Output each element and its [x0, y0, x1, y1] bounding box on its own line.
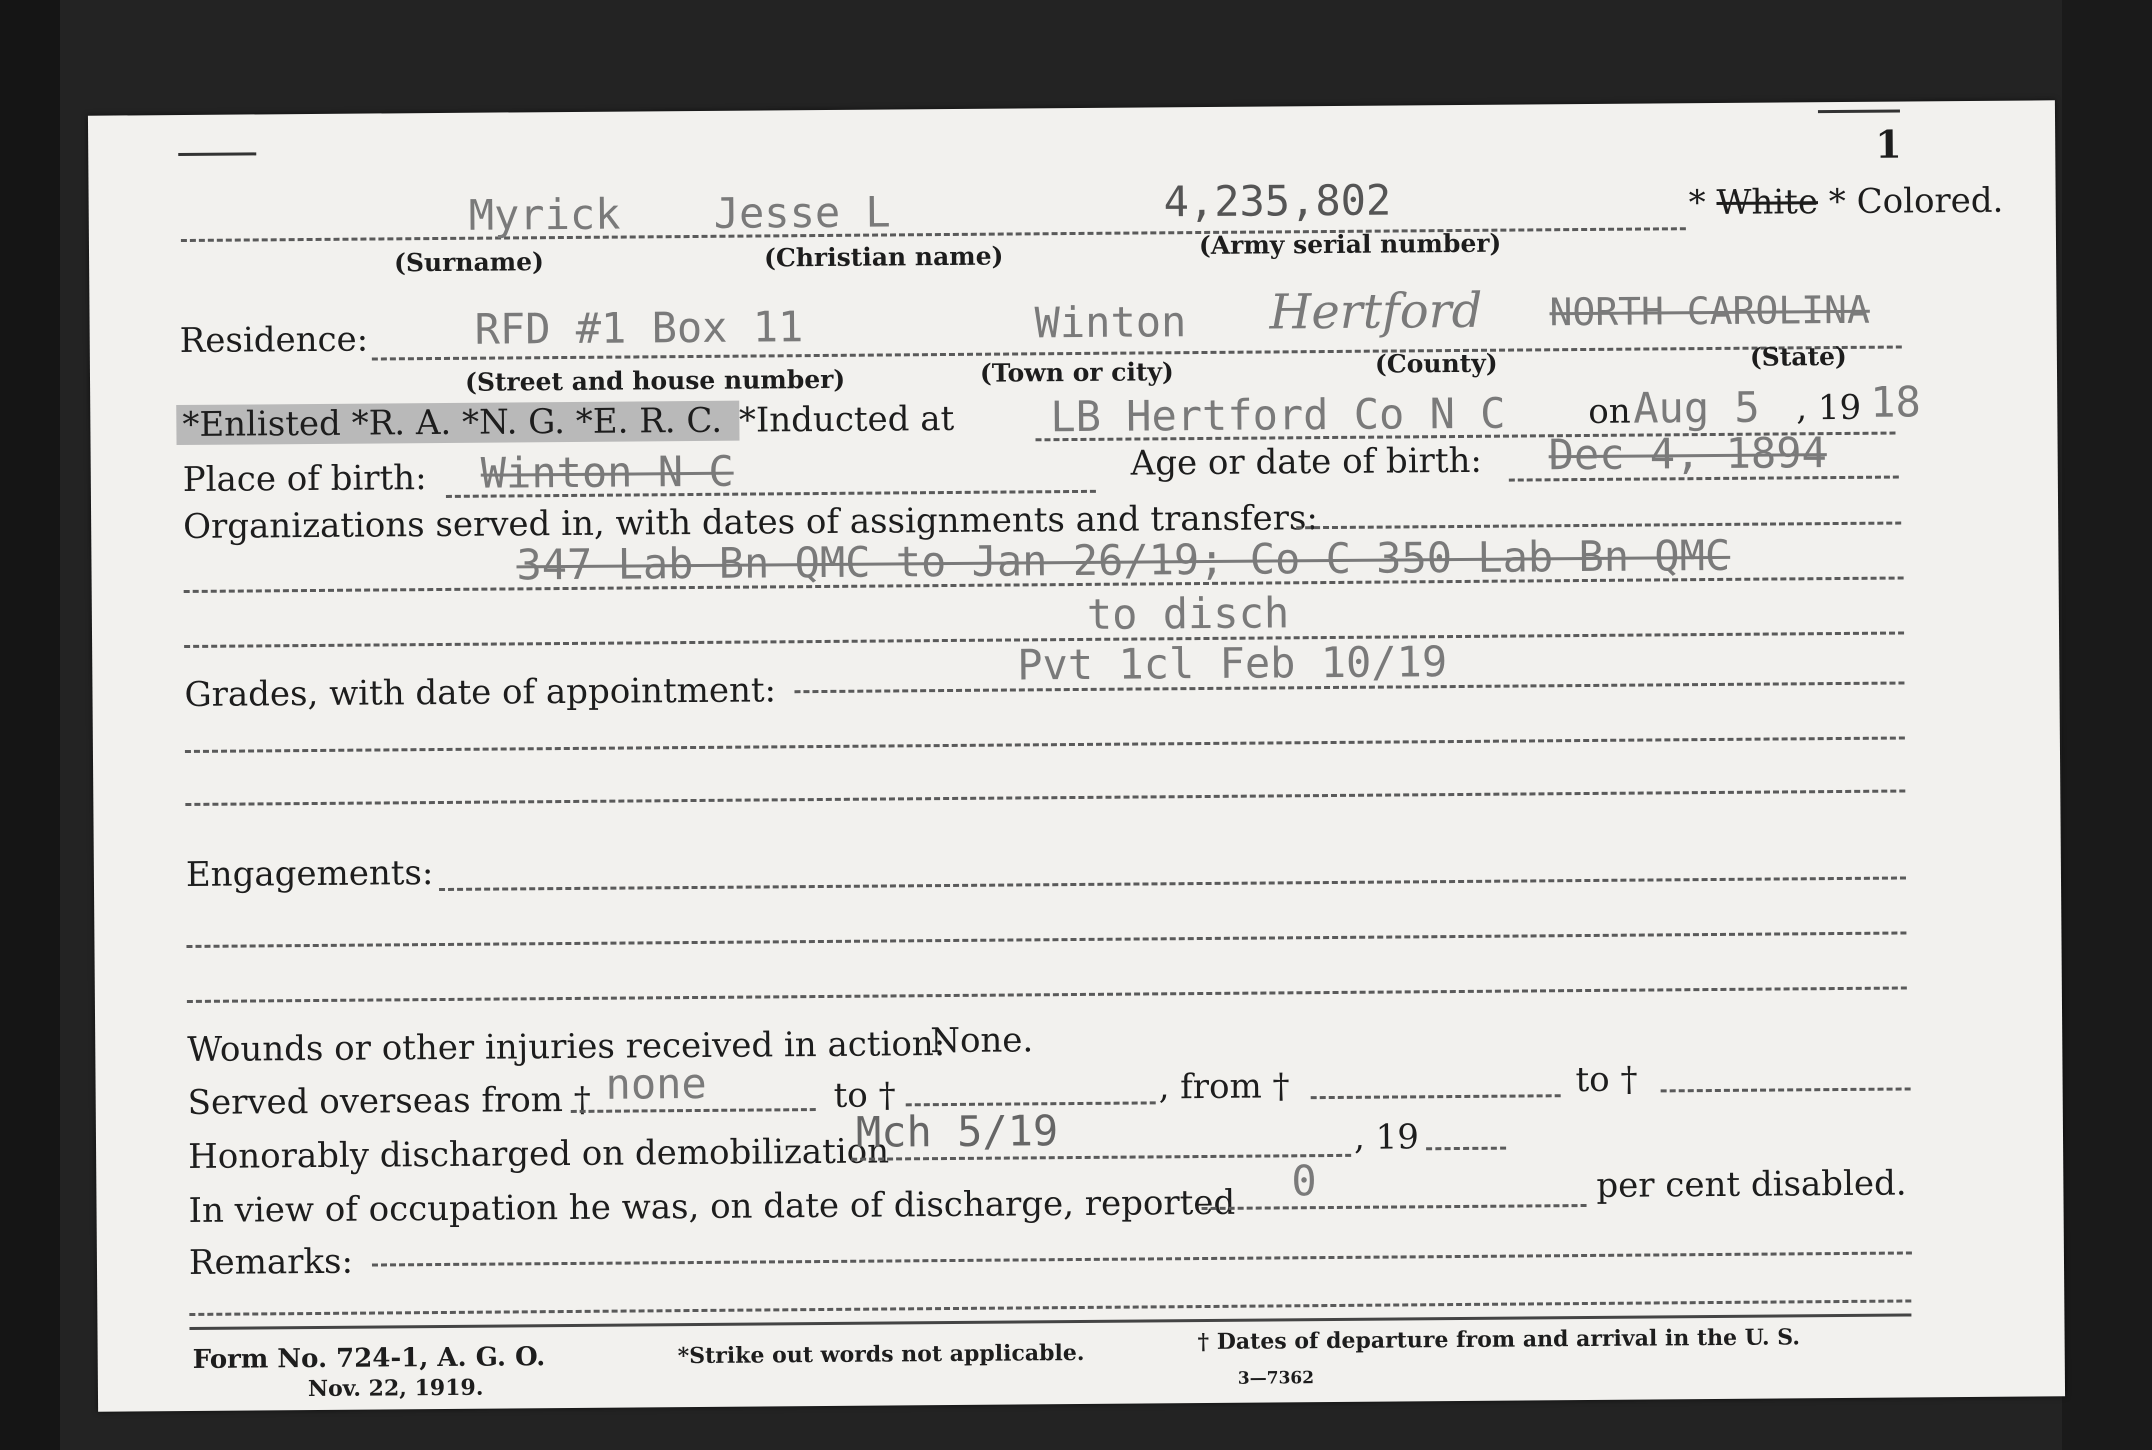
- birthdate-value: Dec 4, 1894: [1548, 428, 1827, 480]
- birthplace-value: Winton N C: [480, 446, 734, 498]
- footer-dates-note: † Dates of departure from and arrival in the U. S.: [1197, 1324, 1801, 1356]
- inducted-place-value: LB Hertford Co N C: [1050, 388, 1506, 442]
- state-caption: (State): [1749, 341, 1847, 372]
- discharge-year-line: [1426, 1147, 1506, 1151]
- discharge-year-prefix: , 19: [1353, 1117, 1420, 1158]
- race-white-struck: White: [1716, 182, 1819, 223]
- engagements-line-2: [187, 986, 1907, 1003]
- christian-name-caption: (Christian name): [763, 241, 1004, 273]
- residence-label: Residence:: [179, 319, 369, 362]
- year-prefix: , 19: [1796, 387, 1862, 429]
- footer-strike-note: *Strike out words not applicable.: [677, 1339, 1085, 1370]
- birthplace-label: Place of birth:: [182, 458, 427, 501]
- disability-suffix: per cent disabled.: [1596, 1163, 1907, 1206]
- organizations-value-1: 347 Lab Bn QMC to Jan 26/19; Co C 350 Lab Bn QMC: [516, 530, 1731, 590]
- footer-print-code: 3—7362: [1237, 1368, 1315, 1389]
- top-left-dash: [178, 152, 256, 156]
- inducted-date-value: Aug 5: [1633, 382, 1760, 433]
- footer-form-date: Nov. 22, 1919.: [307, 1374, 484, 1403]
- erc-label: *E. R. C.: [575, 400, 723, 442]
- disability-line: [1202, 1204, 1587, 1210]
- overseas-from-line-2: [1311, 1094, 1561, 1099]
- race-selection: [1689, 181, 2004, 223]
- town-caption: (Town or city): [979, 357, 1174, 388]
- inducted-year-value: 18: [1870, 377, 1922, 427]
- engagements-label: Engagements:: [185, 853, 434, 895]
- enlistment-types-highlight: [176, 401, 739, 445]
- overseas-from-label-2: , from †: [1158, 1066, 1290, 1108]
- street-value: RFD #1 Box 11: [474, 302, 804, 354]
- surname-value: Myrick: [468, 189, 621, 240]
- enlistment-row: [176, 399, 954, 445]
- engagements-line-0: [439, 876, 1906, 891]
- ra-label: *R. A.: [351, 402, 452, 444]
- discharge-label: Honorably discharged on demobilization: [187, 1131, 890, 1177]
- street-caption: (Street and house number): [464, 364, 846, 397]
- grades-line-1: [185, 736, 1905, 753]
- surname-caption: (Surname): [393, 247, 545, 278]
- remarks-line-1: [189, 1299, 1911, 1316]
- overseas-from-value: none: [605, 1058, 707, 1109]
- asterisk: *: [1688, 183, 1706, 224]
- race-colored: Colored.: [1856, 180, 2004, 222]
- discharge-value: Mch 5/19: [855, 1106, 1059, 1157]
- page-number: 1: [1875, 121, 1902, 167]
- top-right-rule: [1818, 110, 1900, 114]
- remarks-label: Remarks:: [188, 1241, 354, 1283]
- footer-form-number: Form No. 724-1, A. G. O.: [192, 1342, 546, 1375]
- wounds-label: Wounds or other injuries received in action:: [187, 1024, 946, 1070]
- christian-name-value: Jesse L: [713, 187, 891, 238]
- overseas-to-line-2: [1661, 1087, 1911, 1092]
- grades-value: Pvt 1cl Feb 10/19: [1017, 637, 1448, 690]
- county-value: Hertford: [1269, 282, 1483, 341]
- overseas-to-label-2: to †: [1575, 1059, 1638, 1101]
- state-value: NORTH CAROLINA: [1549, 287, 1870, 335]
- service-record-card: [88, 100, 2065, 1411]
- disability-label: In view of occupation he was, on date of discharge, reported: [188, 1182, 1236, 1231]
- ng-label: *N. G.: [461, 402, 566, 443]
- wounds-value: None.: [930, 1020, 1034, 1062]
- disability-value: 0: [1291, 1156, 1317, 1206]
- asterisk: *: [1828, 181, 1846, 223]
- serial-number-value: 4,235,802: [1163, 175, 1392, 227]
- inducted-label: *Inducted at: [738, 398, 955, 441]
- organizations-value-2: to disch: [1086, 588, 1290, 639]
- grades-line-2: [185, 789, 1905, 806]
- county-caption: (County): [1374, 348, 1498, 379]
- organizations-label: Organizations served in, with dates of assignments and transfers:: [183, 498, 1318, 548]
- remarks-line-0: [372, 1251, 1912, 1266]
- town-value: Winton: [1034, 297, 1187, 348]
- overseas-label: Served overseas from †: [187, 1079, 591, 1123]
- grades-label: Grades, with date of appointment:: [184, 670, 777, 716]
- serial-number-caption: (Army serial number): [1198, 228, 1502, 261]
- on-label: on: [1588, 391, 1631, 432]
- background-left: [0, 0, 60, 1450]
- overseas-to-label: to †: [833, 1075, 896, 1116]
- birthdate-label: Age or date of birth:: [1130, 440, 1483, 484]
- enlisted-label: *Enlisted: [182, 403, 341, 446]
- organizations-line-0: [1296, 522, 1901, 530]
- engagements-line-1: [186, 931, 1906, 948]
- overseas-from-line: [571, 1108, 816, 1113]
- background-right: [2062, 0, 2152, 1450]
